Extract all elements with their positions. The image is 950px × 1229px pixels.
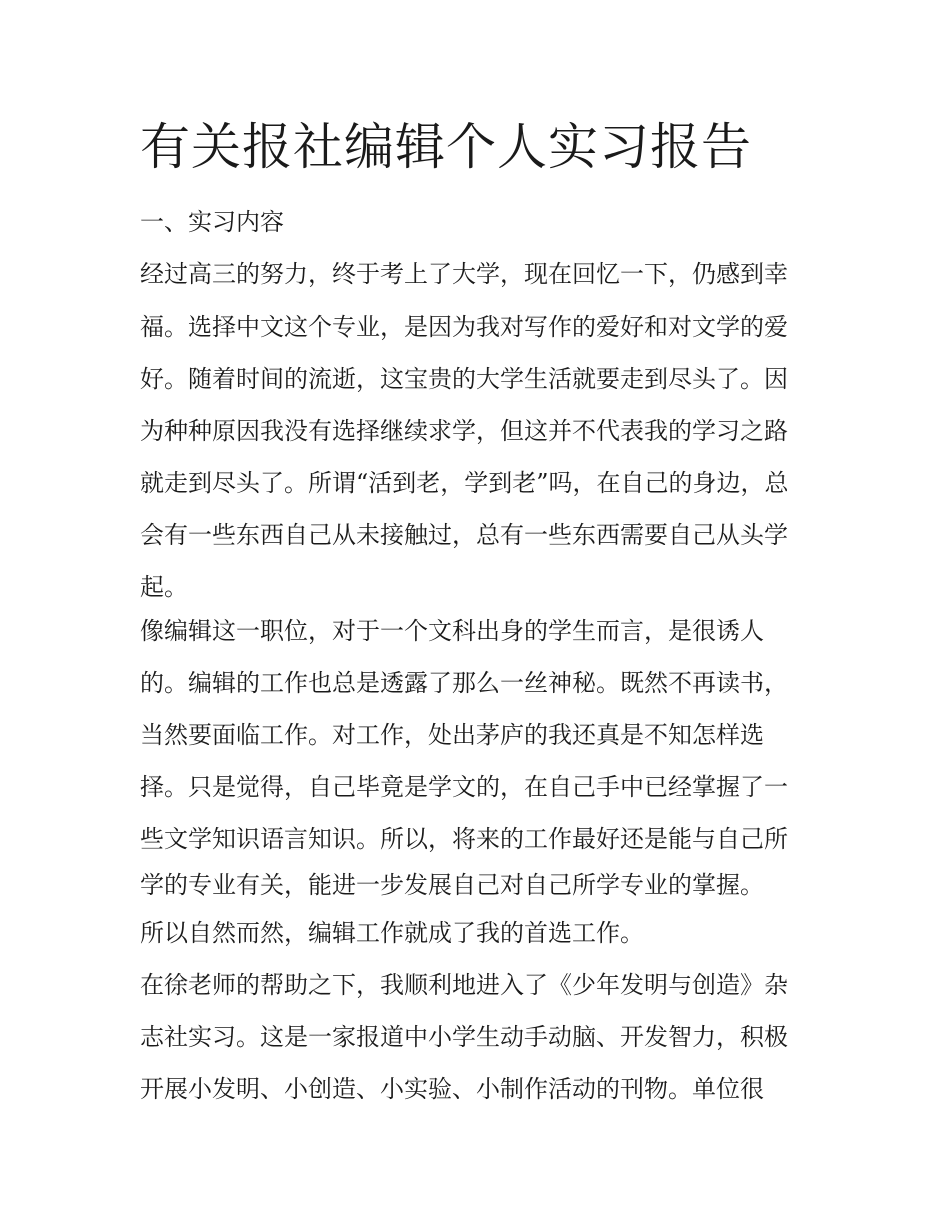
paragraph-line: 就走到尽头了。所谓“活到老，学到老”吗，在自己的身边，总 — [140, 469, 789, 497]
paragraph-line: 择。只是觉得，自己毕竟是学文的，在自己手中已经掌握了一 — [140, 773, 788, 801]
paragraph-line: 起。 — [140, 573, 188, 601]
paragraph-line: 当然要面临工作。对工作，处出茅庐的我还真是不知怎样选 — [140, 721, 764, 749]
paragraph-line: 些文学知识语言知识。所以，将来的工作最好还是能与自己所 — [140, 825, 788, 853]
paragraph-line: 福。选择中文这个专业，是因为我对写作的爱好和对文学的爱 — [140, 313, 788, 341]
paragraph-line: 像编辑这一职位，对于一个文科出身的学生而言，是很诱人 — [140, 617, 764, 645]
paragraph-line: 经过高三的努力，终于考上了大学，现在回忆一下，仍感到幸 — [140, 260, 788, 288]
paragraph-line: 会有一些东西自己从未接触过，总有一些东西需要自己从头学 — [140, 521, 788, 549]
paragraph-line: 的。编辑的工作也总是透露了那么一丝神秘。既然不再读书， — [140, 669, 788, 697]
document-title: 有关报社编辑个人实习报告 — [140, 118, 752, 176]
paragraph-line: 所以自然而然，编辑工作就成了我的首选工作。 — [140, 919, 644, 947]
paragraph-line: 开展小发明、小创造、小实验、小制作活动的刊物。单位很 — [140, 1075, 764, 1103]
paragraph-line: 在徐老师的帮助之下，我顺利地进入了《少年发明与创造》杂 — [140, 971, 788, 999]
paragraph-line: 志社实习。这是一家报道中小学生动手动脑、开发智力，积极 — [140, 1023, 788, 1051]
section-heading: 一、实习内容 — [140, 208, 284, 236]
paragraph-line: 为种种原因我没有选择继续求学，但这并不代表我的学习之路 — [140, 417, 788, 445]
paragraph-line: 好。随着时间的流逝，这宝贵的大学生活就要走到尽头了。因 — [140, 365, 788, 393]
paragraph-line: 学的专业有关，能进一步发展自己对自己所学专业的掌握。 — [140, 871, 764, 899]
